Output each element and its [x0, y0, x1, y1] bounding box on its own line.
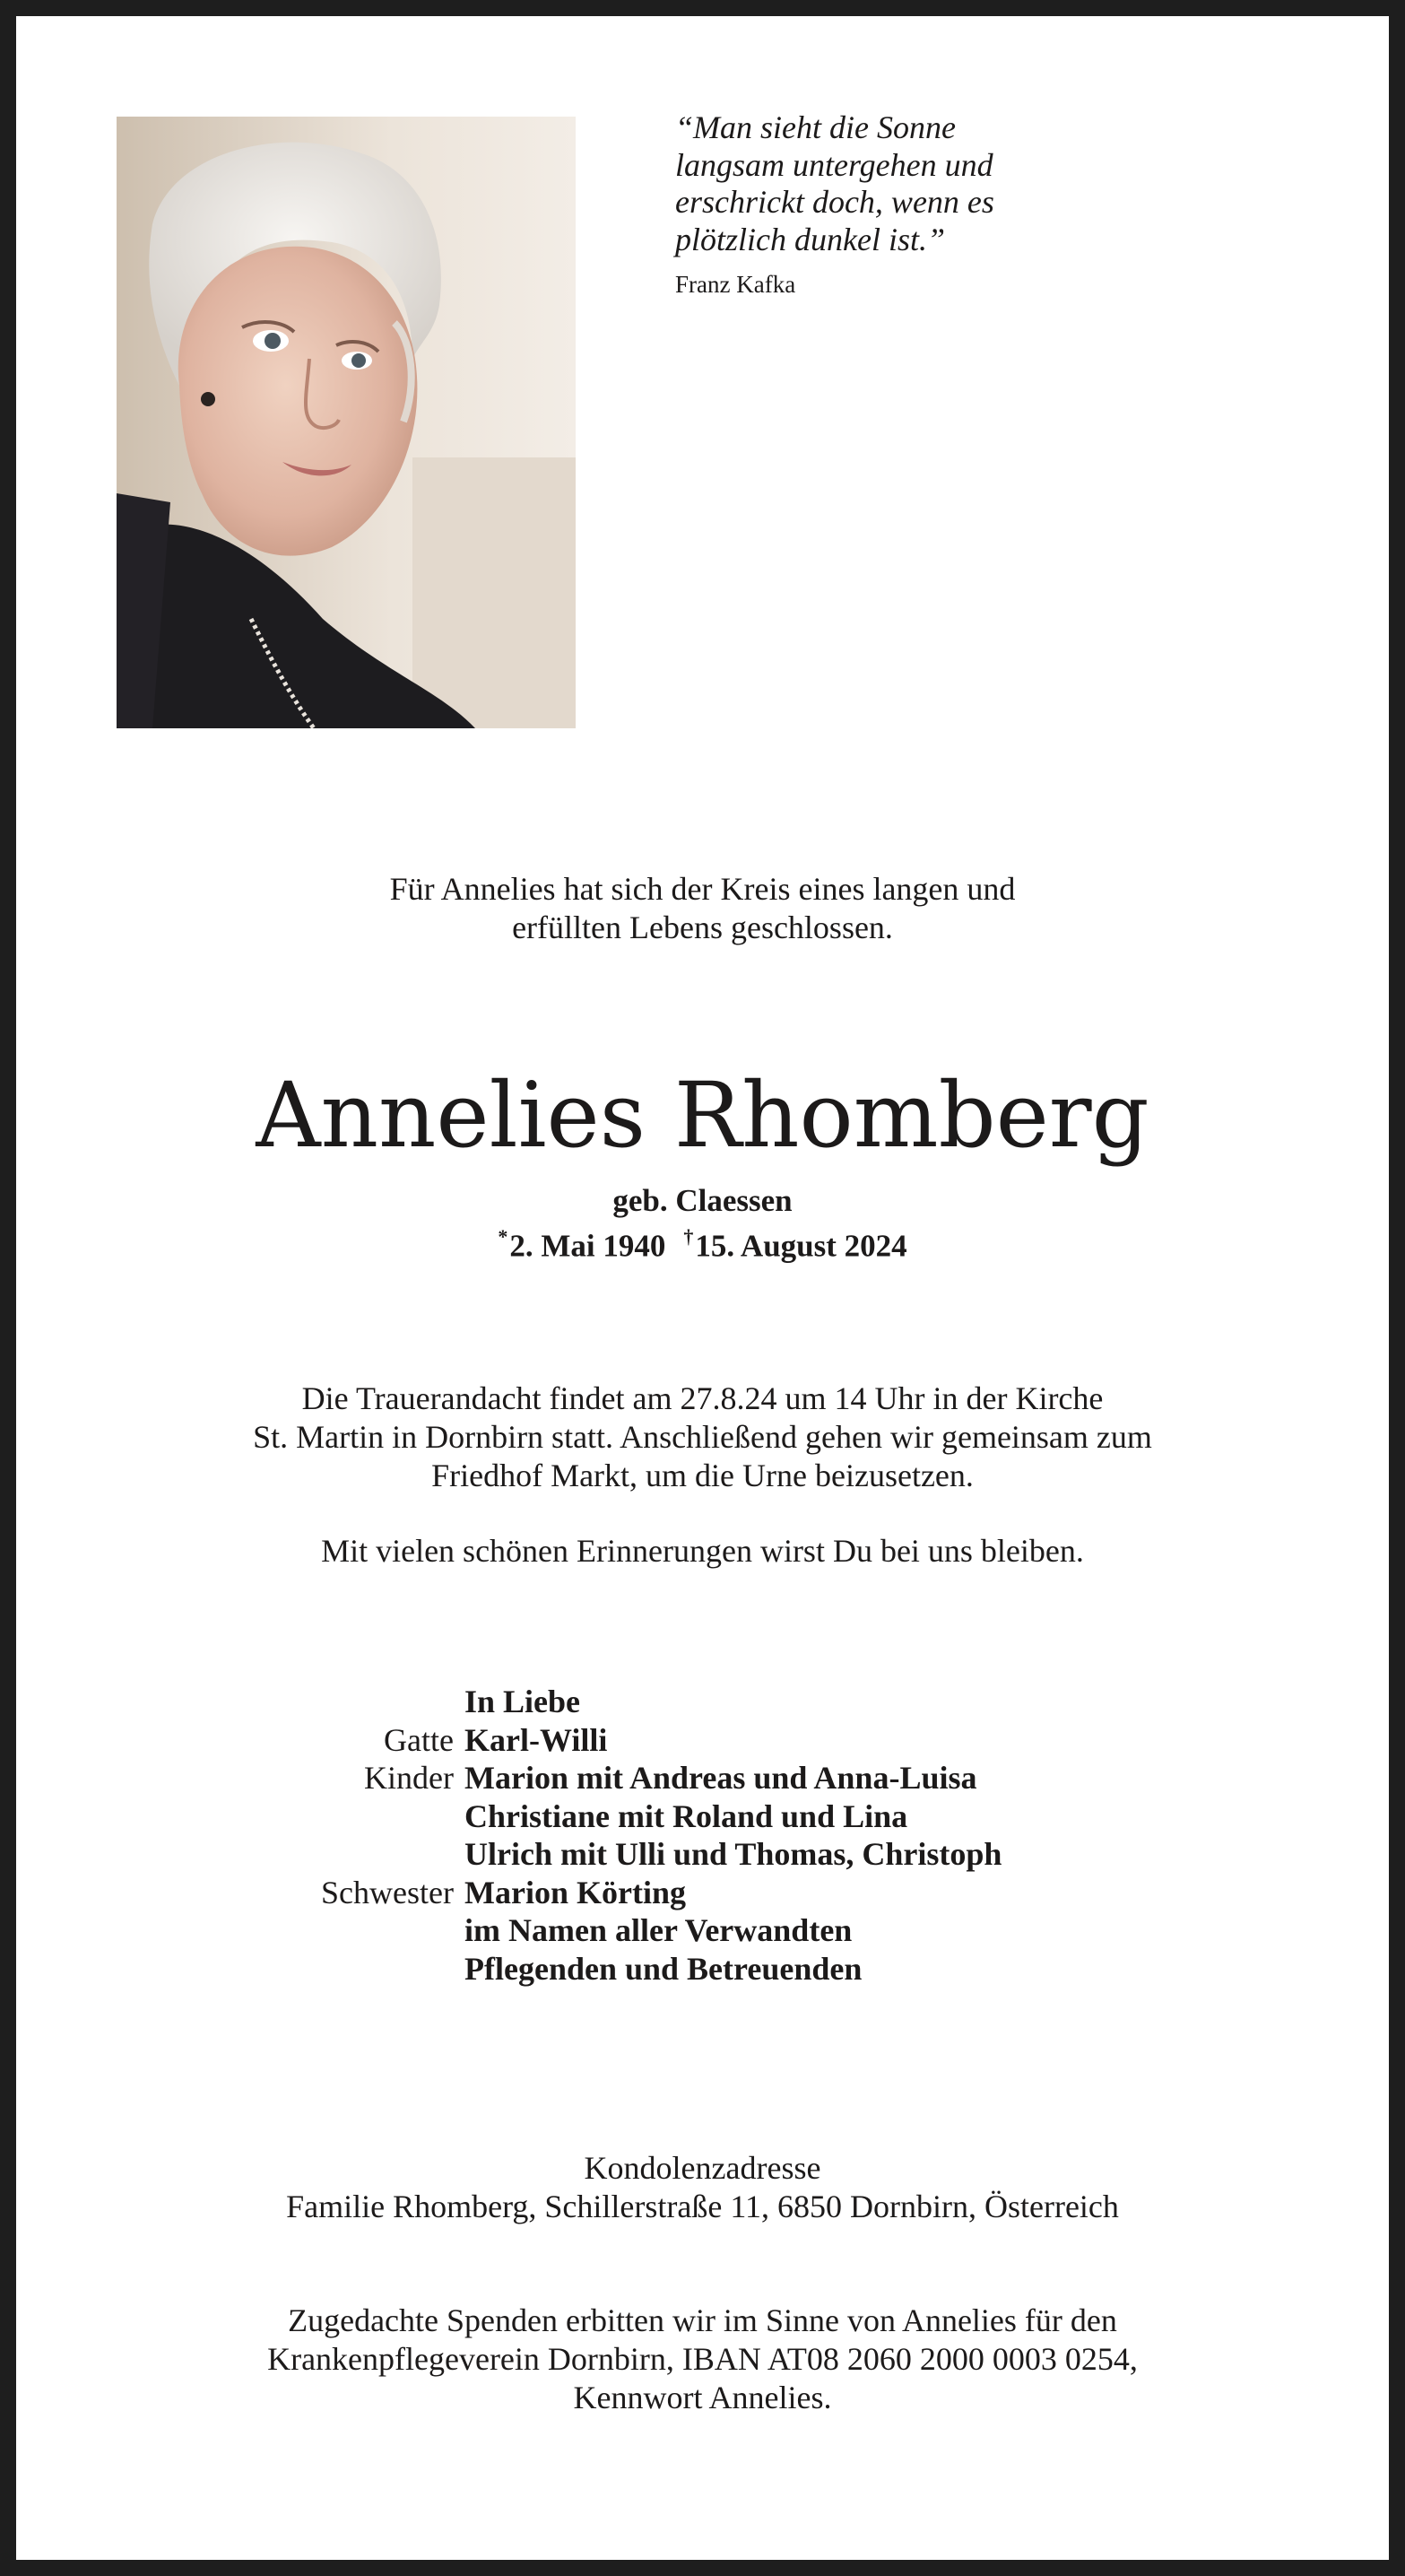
- family-member: Ulrich mit Ulli und Thomas, Christoph: [464, 1836, 1002, 1872]
- quote-line: plötzlich dunkel ist.”: [675, 221, 945, 257]
- condolence-label: Kondolenzadresse: [584, 2150, 821, 2186]
- family-row: [16, 1950, 1389, 1989]
- death-symbol: †: [683, 1225, 694, 1248]
- quote-line: erschrickt doch, wenn es: [675, 184, 994, 220]
- family-row: [16, 1911, 1389, 1950]
- family-member: Karl-Willi: [464, 1721, 608, 1758]
- portrait-image: [117, 117, 576, 728]
- ceremony-line: Friedhof Markt, um die Urne beizusetzen.: [431, 1458, 974, 1493]
- quote-line: langsam untergehen und: [675, 146, 993, 183]
- family-row: [16, 1874, 1389, 1912]
- family-heading-row: [16, 1683, 1389, 1721]
- family-role: [16, 1835, 464, 1874]
- family-member: Christiane mit Roland und Lina: [464, 1797, 908, 1834]
- family-role: Kinder: [364, 1760, 454, 1796]
- memory-text: Mit vielen schönen Erinnerungen wirst Du bei uns bleiben.: [321, 1533, 1084, 1569]
- family-list: [16, 1683, 1389, 1988]
- family-role: Schwester: [321, 1874, 454, 1910]
- family-row: [16, 1759, 1389, 1797]
- family-role: [16, 1950, 464, 1989]
- family-row: [16, 1835, 1389, 1874]
- intro-line: Für Annelies hat sich der Kreis eines langen und: [389, 871, 1016, 907]
- donation-line: Kennwort Annelies.: [573, 2380, 832, 2415]
- family-member: im Namen aller Verwandten: [464, 1912, 853, 1948]
- family-member: Marion mit Andreas und Anna-Luisa: [464, 1760, 977, 1796]
- donation-text: [16, 2302, 1389, 2417]
- death-date: 15. August 2024: [695, 1228, 907, 1264]
- donation-line: Zugedachte Spenden erbitten wir im Sinne von Annelies für den: [288, 2302, 1117, 2338]
- quote-text: [675, 109, 1177, 258]
- ceremony-line: St. Martin in Dornbirn statt. Anschließend gehen wir gemeinsam zum: [253, 1419, 1152, 1455]
- ceremony-text: [16, 1379, 1389, 1495]
- maiden-name: geb. Claessen: [612, 1183, 793, 1218]
- family-member: Pflegenden und Betreuenden: [464, 1950, 863, 1987]
- kafka-quote: [675, 109, 1177, 299]
- family-role: [16, 1797, 464, 1836]
- deceased-name: Annelies Rhomberg: [256, 1063, 1149, 1168]
- portrait-photo: [117, 117, 576, 728]
- quote-author: Franz Kafka: [675, 271, 796, 298]
- ceremony-line: Die Trauerandacht findet am 27.8.24 um 14 Uhr in der Kirche: [301, 1380, 1104, 1416]
- quote-line: “Man sieht die Sonne: [675, 109, 956, 145]
- intro-text: [16, 870, 1389, 947]
- family-row: [16, 1721, 1389, 1760]
- family-role: [16, 1911, 464, 1950]
- birth-symbol: *: [498, 1225, 508, 1248]
- family-heading: In Liebe: [464, 1684, 581, 1719]
- family-role: Gatte: [384, 1721, 454, 1758]
- birth-date: 2. Mai 1940: [509, 1228, 666, 1264]
- condolence-address: Familie Rhomberg, Schillerstraße 11, 6850 Dornbirn, Österreich: [286, 2189, 1119, 2224]
- intro-line: erfüllten Lebens geschlossen.: [512, 909, 893, 945]
- donation-line: Krankenpflegeverein Dornbirn, IBAN AT08 2060 2000 0003 0254,: [267, 2341, 1138, 2377]
- family-member: Marion Körting: [464, 1874, 686, 1910]
- family-row: [16, 1797, 1389, 1836]
- life-dates: [16, 1220, 1389, 1266]
